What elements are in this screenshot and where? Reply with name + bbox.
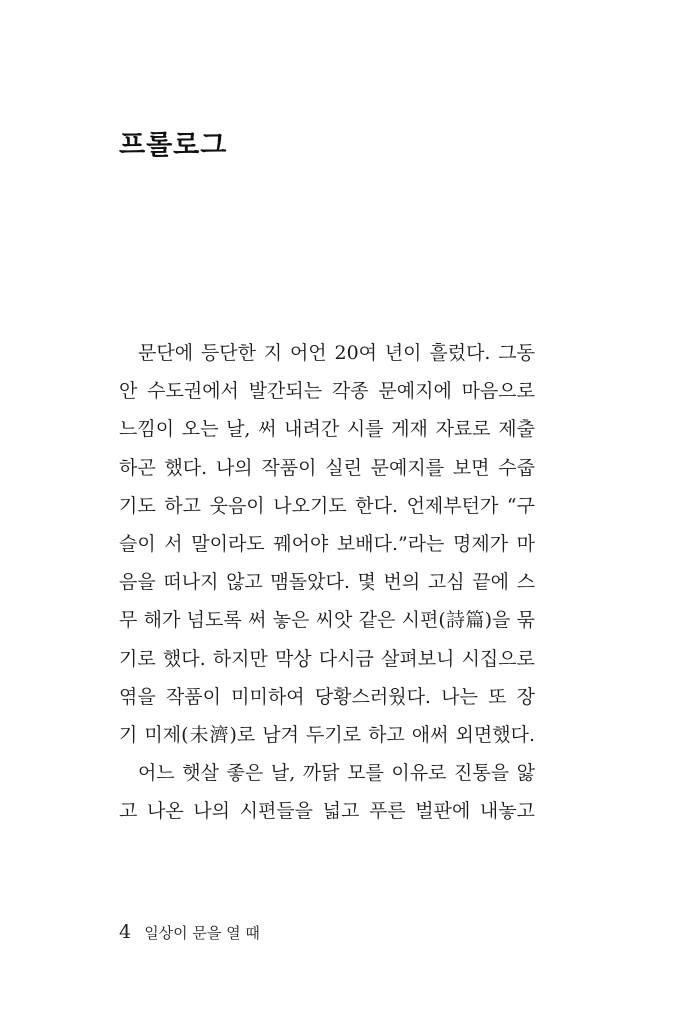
chapter-title: 프롤로그 (119, 130, 228, 161)
page-footer (119, 920, 260, 945)
body-line: 기도 하고 웃음이 나오기도 한다. 언제부턴가 “구 (119, 494, 535, 517)
body-line: 기 미제(未濟)로 남겨 두기로 하고 애써 외면했다. (119, 723, 535, 746)
body-line: 느낌이 오는 날, 써 내려간 시를 게재 자료로 제출 (119, 418, 535, 441)
body-line: 엮을 작품이 미미하여 당황스러웠다. 나는 또 장 (119, 685, 535, 708)
body-line: 무 해가 넘도록 써 놓은 씨앗 같은 시편(詩篇)을 묶 (119, 609, 535, 632)
body-line: 기로 했다. 하지만 막상 다시금 살펴보니 시집으로 (119, 647, 535, 670)
body-line: 하곤 했다. 나의 작품이 실린 문예지를 보면 수줍 (119, 456, 535, 479)
page-number: 4 (119, 921, 132, 943)
body-line: 슬이 서 말이라도 꿰어야 보배다.”라는 명제가 마 (119, 532, 535, 555)
body-line: 안 수도권에서 발간되는 각종 문예지에 마음으로 (119, 380, 535, 403)
body-line: 고 나온 나의 시편들을 넓고 푸른 벌판에 내놓고 (119, 800, 535, 823)
body-line: 어느 햇살 좋은 날, 까닭 모를 이유로 진통을 앓 (138, 762, 535, 785)
body-text (119, 334, 535, 830)
running-book-title: 일상이 문을 열 때 (144, 924, 260, 942)
body-line: 문단에 등단한 지 어언 20여 년이 흘렀다. 그동 (138, 342, 535, 364)
body-line: 음을 떠나지 않고 맴돌았다. 몇 번의 고심 끝에 스 (119, 571, 535, 594)
